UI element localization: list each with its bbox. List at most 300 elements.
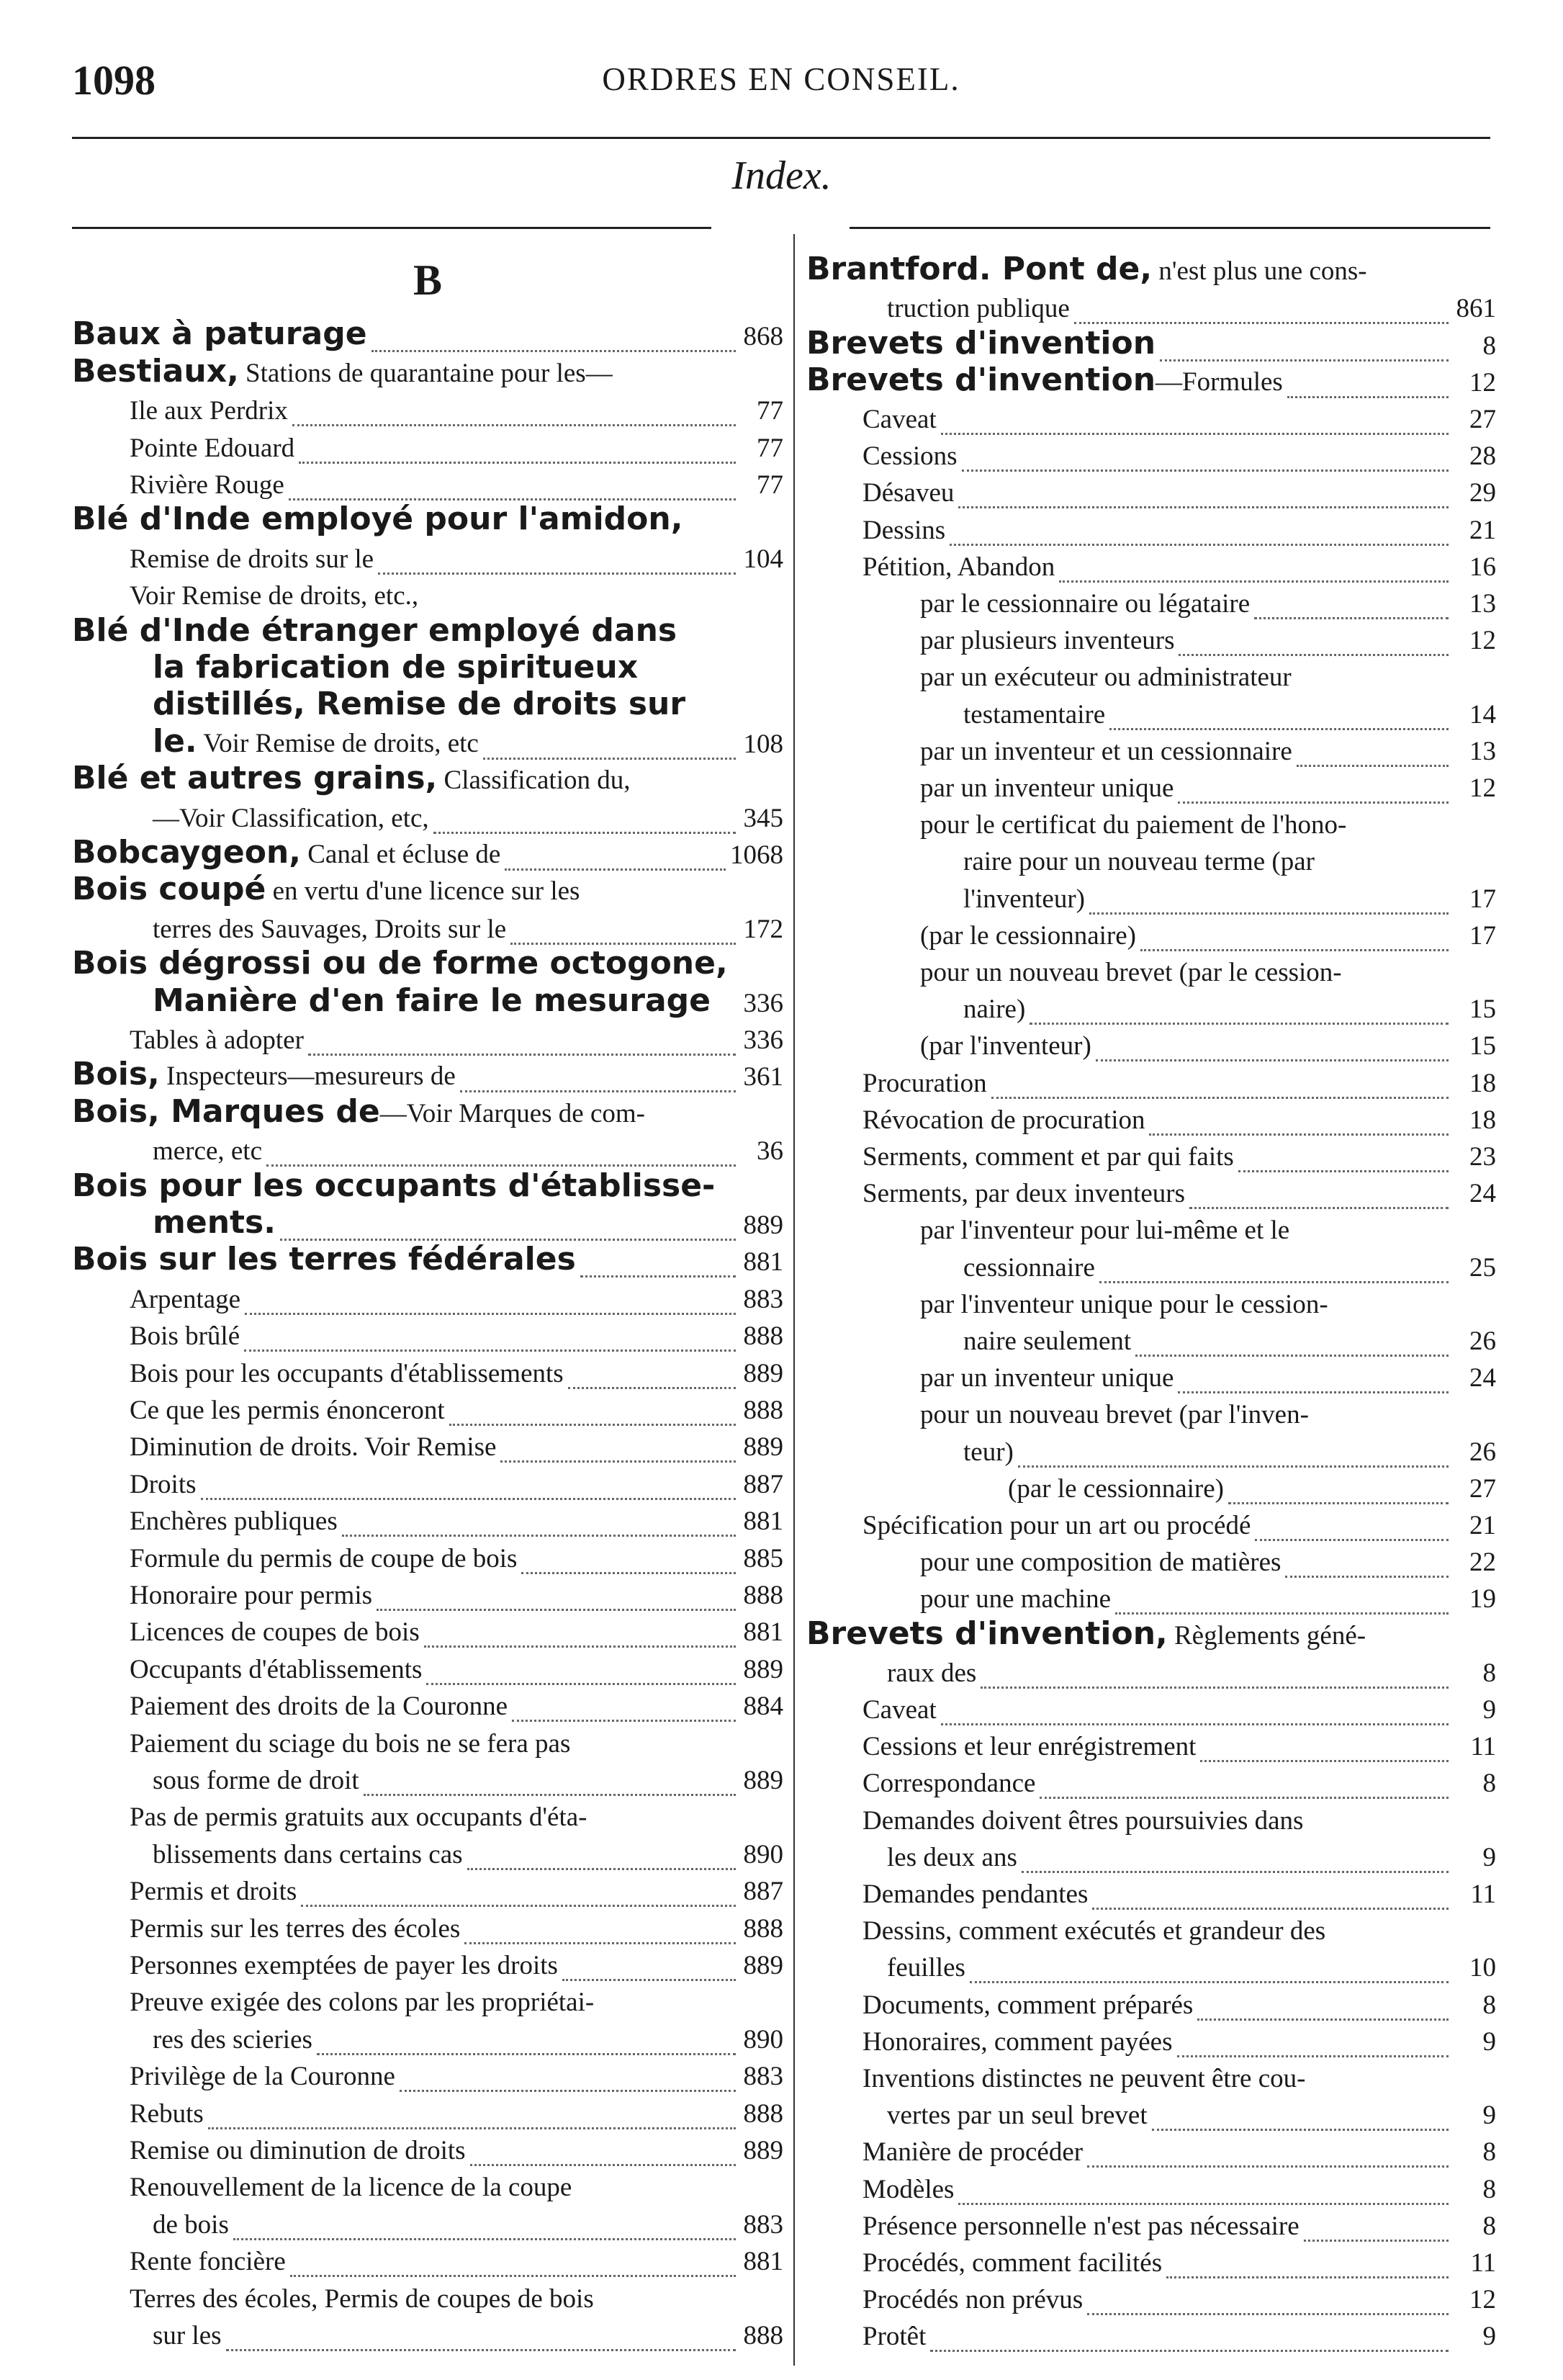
dot-leader — [1285, 1568, 1449, 1579]
index-entry — [806, 1689, 1496, 1725]
dot-leader — [1152, 2121, 1449, 2132]
page-reference: 12 — [1469, 626, 1496, 656]
dot-leader — [464, 1934, 736, 1944]
dot-leader — [1200, 1752, 1449, 1763]
page-reference: 889 — [743, 1432, 783, 1463]
index-entry — [806, 546, 1496, 583]
page-reference: 9 — [1482, 2026, 1496, 2057]
index-entry — [806, 1578, 1496, 1615]
page-reference: 172 — [743, 914, 783, 944]
page-reference: 36 — [757, 1136, 783, 1167]
index-entry — [806, 1983, 1496, 2020]
page-reference: 890 — [743, 2024, 783, 2055]
page-reference: 888 — [743, 2098, 783, 2129]
page-reference: 22 — [1469, 1548, 1496, 1578]
index-entry — [806, 877, 1496, 914]
entry-heading: Blé et autres grains, — [72, 760, 438, 797]
index-entry — [806, 1099, 1496, 1136]
index-entry — [72, 907, 783, 944]
index-entry — [806, 1910, 1496, 1946]
entry-text: Procédés, comment facilités — [862, 2247, 1163, 2278]
page-reference: 861 — [1456, 294, 1496, 324]
index-entry — [806, 1541, 1496, 1578]
dot-leader — [1074, 314, 1449, 325]
index-entry — [806, 583, 1496, 619]
dot-leader — [289, 490, 736, 500]
dot-leader — [732, 974, 742, 982]
index-entry — [72, 1833, 783, 1869]
page-reference: 11 — [1470, 2247, 1496, 2278]
entry-heading: Brevets d'invention — [806, 324, 1156, 362]
index-entry — [72, 1944, 783, 1981]
page-header — [72, 56, 1490, 107]
page-reference: 104 — [743, 544, 783, 574]
entry-text: Preuve exigée des colons par les propriétai- — [130, 1988, 595, 2018]
page-reference: 18 — [1469, 1068, 1496, 1098]
entry-text: par l'inventeur unique pour le cession- — [920, 1289, 1328, 1319]
page-reference: 881 — [743, 1617, 783, 1648]
entry-label — [806, 251, 1367, 287]
index-entry — [72, 390, 783, 426]
dot-leader — [483, 749, 736, 760]
entry-text: sous forme de droit — [153, 1765, 359, 1795]
dot-leader — [467, 1859, 736, 1870]
index-entry — [72, 2018, 783, 2055]
page-reference: 24 — [1469, 1179, 1496, 1209]
index-entry — [806, 1652, 1496, 1689]
dot-leader — [266, 1157, 736, 1167]
dot-leader — [400, 2082, 736, 2093]
page-reference: 15 — [1469, 1031, 1496, 1061]
index-entry — [72, 1204, 783, 1241]
entry-text: Voir Remise de droits, etc., — [130, 581, 419, 611]
entry-heading: Bestiaux, — [72, 352, 239, 390]
dot-leader — [500, 1452, 736, 1463]
entry-label — [72, 500, 683, 537]
page-reference: 888 — [743, 1913, 783, 1944]
page-reference: 13 — [1469, 736, 1496, 766]
entry-text: par un inventeur unique — [920, 1363, 1174, 1393]
entry-text: raire pour un nouveau terme (par — [963, 847, 1315, 877]
page-reference: 12 — [1469, 2285, 1496, 2315]
entry-text: Occupants d'établissements — [130, 1654, 423, 1684]
entry-text: terres des Sauvages, Droits sur le — [153, 914, 507, 944]
entry-text: pour un nouveau brevet (par le cession- — [920, 957, 1342, 987]
entry-text: Paiement du sciage du bois ne se fera pas — [130, 1728, 571, 1759]
index-entry — [72, 1611, 783, 1648]
entry-text: Remise de droits sur le — [130, 544, 374, 574]
entry-text: Personnes exemptées de payer les droits — [130, 1950, 558, 1980]
entry-heading: Bois coupé — [72, 871, 266, 908]
entry-label — [72, 945, 728, 982]
entry-text: par un inventeur et un cessionnaire — [920, 736, 1292, 766]
entry-text: Renouvellement de la licence de la coupe — [130, 2173, 572, 2203]
page-reference: 868 — [743, 322, 783, 352]
page-reference: 883 — [743, 2062, 783, 2092]
index-entry — [806, 2315, 1496, 2352]
dot-leader — [510, 934, 736, 945]
page-reference: 77 — [757, 433, 783, 463]
index-entry — [806, 804, 1496, 840]
section-letter: B — [413, 256, 443, 304]
page-number: 1098 — [72, 57, 156, 104]
dot-leader — [635, 789, 737, 797]
page-reference: 889 — [743, 2135, 783, 2165]
index-entry — [806, 1357, 1496, 1393]
page-reference: 8 — [1482, 2211, 1496, 2241]
dot-leader — [1096, 1051, 1449, 1062]
dot-leader — [687, 529, 736, 538]
index-entry — [72, 315, 783, 352]
entry-text: sur les — [153, 2320, 222, 2350]
entry-heading: Baux à paturage — [72, 315, 367, 353]
entry-label — [806, 325, 1156, 362]
entry-text: Procuration — [862, 1068, 987, 1098]
index-entry — [806, 1504, 1496, 1541]
entry-text: Ile aux Perdrix — [130, 396, 288, 426]
dot-leader — [426, 1674, 736, 1685]
dot-leader — [962, 462, 1449, 472]
index-entry — [72, 871, 783, 907]
entry-label — [72, 1167, 715, 1204]
index-entry — [72, 611, 783, 648]
entry-text: Spécification pour un art ou procédé — [862, 1510, 1251, 1540]
dot-leader — [292, 416, 736, 427]
index-entry — [72, 760, 783, 796]
entry-heading: Blé d'Inde étranger employé dans — [72, 611, 677, 649]
entry-text: Demandes doivent êtres poursuivies dans — [862, 1805, 1304, 1836]
dot-leader — [970, 1973, 1449, 1984]
page-reference: 27 — [1469, 1473, 1496, 1504]
entry-text: Inventions distinctes ne peuvent être cou- — [862, 2063, 1306, 2093]
dot-leader — [584, 899, 736, 908]
index-entry — [72, 2240, 783, 2277]
index-entry — [72, 2055, 783, 2092]
index-entry — [806, 1725, 1496, 1762]
dot-leader — [233, 2229, 736, 2240]
dot-leader — [719, 1195, 736, 1204]
index-entry — [72, 1907, 783, 1944]
dot-leader — [521, 1563, 736, 1574]
entry-text: par plusieurs inventeurs — [920, 626, 1175, 656]
index-entry — [72, 1130, 783, 1167]
entry-heading: Blé d'Inde employé pour l'amidon, — [72, 500, 683, 538]
index-entry — [806, 1762, 1496, 1799]
entry-heading: Manière d'en faire le mesurage — [153, 982, 711, 1019]
page-reference: 889 — [743, 1765, 783, 1795]
index-entry — [806, 1615, 1496, 1651]
index-entry — [72, 1389, 783, 1426]
entry-text: Privilège de la Couronne — [130, 2062, 395, 2092]
dot-leader — [371, 342, 736, 353]
entry-text: Honoraire pour permis — [130, 1580, 373, 1610]
dot-leader — [1228, 1494, 1449, 1504]
dot-leader — [1178, 1383, 1449, 1394]
dot-leader — [424, 1638, 736, 1648]
index-entry — [72, 1092, 783, 1129]
entry-heading: le. — [153, 722, 197, 760]
page-reference: 888 — [743, 1580, 783, 1610]
dot-leader — [568, 1378, 736, 1389]
entry-heading: Bobcaygeon, — [72, 833, 301, 871]
entry-text: naire) — [963, 994, 1026, 1025]
entry-text: Serments, par deux inventeurs — [862, 1179, 1185, 1209]
page-reference: 888 — [743, 1321, 783, 1352]
dot-leader — [1330, 1939, 1449, 1947]
page-reference: 887 — [743, 1877, 783, 1907]
entry-text: Caveat — [862, 404, 937, 434]
entry-text: Cessions — [862, 441, 958, 472]
index-entry — [72, 1056, 783, 1092]
entry-text: Enchères publiques — [130, 1506, 338, 1537]
index-entry — [806, 1873, 1496, 1910]
index-entry — [72, 1352, 783, 1388]
dot-leader — [1160, 351, 1449, 362]
page-reference: 884 — [743, 1692, 783, 1722]
index-entry — [72, 1426, 783, 1463]
entry-label — [806, 1615, 1366, 1652]
dot-leader — [1149, 1125, 1449, 1136]
index-entry — [72, 1167, 783, 1203]
page-reference: 108 — [743, 729, 783, 759]
dot-leader — [562, 1970, 736, 1981]
entry-detail: en vertu d'une licence sur les — [266, 876, 580, 907]
index-entry — [72, 686, 783, 722]
entry-label — [72, 315, 367, 352]
index-entry — [72, 1759, 783, 1796]
page-reference: 77 — [757, 470, 783, 500]
index-entry — [72, 537, 783, 574]
dot-leader — [950, 535, 1449, 546]
running-title: ORDRES EN CONSEIL. — [602, 61, 960, 97]
page-reference: 27 — [1469, 404, 1496, 434]
entry-detail: Canal et écluse de — [300, 839, 501, 869]
page-reference: 336 — [743, 1025, 783, 1055]
dot-leader — [470, 2155, 736, 2166]
entry-text: Correspondance — [862, 1769, 1036, 1799]
dot-leader — [433, 823, 736, 834]
entry-detail: Stations de quarantaine pour les— — [238, 358, 613, 388]
entry-text: Formule du permis de coupe de bois — [130, 1543, 518, 1573]
dot-leader — [958, 2194, 1449, 2205]
left-section-rule — [72, 227, 711, 229]
dot-leader — [505, 860, 726, 871]
dot-leader — [364, 1785, 736, 1796]
index-entry — [806, 840, 1496, 877]
entry-text: pour un nouveau brevet (par l'inven- — [920, 1400, 1309, 1430]
dot-leader — [317, 2044, 736, 2055]
dot-leader — [1140, 940, 1449, 951]
page-reference: 885 — [743, 1543, 783, 1573]
page-reference: 29 — [1469, 478, 1496, 508]
entry-text: Ce que les permis énonceront — [130, 1395, 445, 1425]
index-entry — [806, 1209, 1496, 1246]
entry-detail: Inspecteurs—mesureurs de — [159, 1061, 456, 1092]
entry-text: par l'inventeur pour lui-même et le — [920, 1216, 1290, 1246]
entry-text: res des scieries — [153, 2024, 312, 2055]
entry-text: truction publique — [887, 294, 1070, 324]
entry-text: Demandes pendantes — [862, 1879, 1089, 1909]
entry-label — [72, 612, 677, 649]
header-rule — [72, 137, 1490, 139]
index-entry — [72, 1315, 783, 1352]
entry-text: Permis sur les terres des écoles — [130, 1913, 461, 1944]
entry-text: l'inventeur) — [963, 884, 1085, 914]
index-entry — [806, 472, 1496, 508]
index-entry — [72, 722, 783, 759]
entry-text: (par le cessionnaire) — [920, 920, 1136, 951]
entry-text: Pointe Edouard — [130, 433, 295, 463]
page-reference: 889 — [743, 1654, 783, 1684]
index-entry — [806, 2057, 1496, 2094]
page-reference: 17 — [1469, 884, 1496, 914]
index-entry — [72, 1574, 783, 1611]
index-entry — [72, 464, 783, 500]
entry-text: pour une composition de matières — [920, 1548, 1282, 1578]
index-entry — [72, 500, 783, 537]
entry-text: Rente foncière — [130, 2247, 286, 2277]
page-reference: 887 — [743, 1469, 783, 1499]
dot-leader — [1333, 1311, 1449, 1320]
index-entry — [72, 1500, 783, 1537]
dot-leader — [1313, 1422, 1449, 1431]
index-entry — [806, 1283, 1496, 1320]
entry-text: merce, etc — [153, 1136, 262, 1167]
index-entry — [806, 1320, 1496, 1357]
dot-leader — [1092, 1899, 1449, 1910]
dot-leader — [1087, 2305, 1449, 2316]
dot-leader — [308, 1045, 736, 1056]
index-entry — [806, 1025, 1496, 1061]
dot-leader — [377, 1600, 736, 1611]
entry-text: Bois brûlé — [130, 1321, 240, 1352]
entry-text: Tables à adopter — [130, 1025, 304, 1055]
index-entry — [806, 1172, 1496, 1209]
index-entry — [806, 2131, 1496, 2168]
dot-leader — [512, 1712, 736, 1723]
entry-heading: Bois pour les occupants d'établisse- — [72, 1167, 716, 1204]
index-entry — [72, 1796, 783, 1833]
entry-text: Dessins — [862, 515, 946, 545]
entry-text: Serments, comment et par qui faits — [862, 1141, 1234, 1172]
index-entry — [72, 649, 783, 686]
dot-leader — [208, 2119, 736, 2129]
entry-text: vertes par un seul brevet — [887, 2101, 1148, 2131]
index-entry — [806, 1799, 1496, 1836]
dot-leader — [576, 2195, 736, 2204]
dot-leader — [1370, 1643, 1449, 1652]
index-entry — [72, 575, 783, 611]
index-entry — [72, 1981, 783, 2018]
entry-label — [153, 686, 685, 722]
entry-text: par un exécuteur ou administrateur — [920, 663, 1292, 693]
index-entry — [72, 2277, 783, 2314]
page-reference: 9 — [1482, 1842, 1496, 1872]
dot-leader — [642, 677, 736, 686]
page-reference: 889 — [743, 1358, 783, 1388]
entry-text: par le cessionnaire ou légataire — [920, 588, 1251, 619]
index-entry — [806, 1393, 1496, 1430]
entry-heading: Bois sur les terres fédérales — [72, 1241, 576, 1278]
page-reference: 13 — [1469, 588, 1496, 619]
page-reference: 18 — [1469, 1105, 1496, 1135]
entry-heading: Bois, Marques de — [72, 1092, 380, 1130]
page-reference: 16 — [1469, 552, 1496, 582]
dot-leader — [1087, 2157, 1449, 2168]
entry-detail: n'est plus une cons- — [1152, 256, 1367, 287]
entry-label — [72, 871, 580, 907]
entry-text: testamentaire — [963, 699, 1106, 729]
entry-detail: Voir Remise de droits, etc — [197, 728, 479, 758]
dot-leader — [958, 498, 1449, 509]
dot-leader — [342, 1527, 736, 1537]
page-reference: 23 — [1469, 1141, 1496, 1172]
entry-text: Remise ou diminution de droits — [130, 2135, 466, 2165]
index-entry — [806, 1136, 1496, 1172]
entry-text: Modèles — [862, 2174, 955, 2204]
dot-leader — [1307, 1828, 1449, 1836]
page-reference: 8 — [1482, 1990, 1496, 2020]
dot-leader — [299, 453, 736, 464]
entry-text: par un inventeur unique — [920, 773, 1174, 803]
page-reference: 361 — [743, 1062, 783, 1092]
index-subtitle: Index. — [731, 153, 832, 198]
page-reference: 12 — [1469, 367, 1496, 398]
index-entry — [806, 362, 1496, 398]
entry-text: Documents, comment préparés — [862, 1990, 1194, 2020]
page-reference: 14 — [1469, 699, 1496, 729]
entry-heading: Brantford. Pont de, — [806, 251, 1153, 288]
entry-text: Protêt — [862, 2322, 927, 2352]
index-entry — [806, 730, 1496, 767]
entry-text: Présence personnelle n'est pas nécessaire — [862, 2211, 1300, 2241]
dot-leader — [1099, 1272, 1449, 1283]
dot-leader — [930, 2342, 1449, 2353]
dot-leader — [617, 381, 736, 390]
index-entry — [72, 796, 783, 833]
dot-leader — [226, 2340, 736, 2351]
index-entry — [806, 2205, 1496, 2242]
page-reference: 25 — [1469, 1252, 1496, 1283]
entry-text: Révocation de procuration — [862, 1105, 1145, 1135]
index-entry — [72, 1870, 783, 1907]
page-reference: 24 — [1469, 1363, 1496, 1393]
page-reference: 11 — [1470, 1879, 1496, 1909]
page-reference: 19 — [1469, 1584, 1496, 1615]
page-reference: 21 — [1469, 515, 1496, 545]
entry-heading: Bois dégrossi ou de forme octogone, — [72, 945, 728, 982]
entry-text: Pétition, Abandon — [862, 552, 1055, 582]
index-entry — [806, 287, 1496, 324]
dot-leader — [1287, 387, 1449, 398]
page-reference: 888 — [743, 1395, 783, 1425]
dot-leader — [598, 2010, 736, 2018]
entry-label — [153, 723, 479, 760]
page-reference: 9 — [1482, 2322, 1496, 2352]
page-reference: 26 — [1469, 1326, 1496, 1356]
entry-text: raux des — [887, 1658, 977, 1688]
page-reference: 17 — [1469, 920, 1496, 951]
index-entry — [806, 951, 1496, 988]
entry-text: blissements dans certains cas — [153, 1839, 463, 1869]
right-section-rule — [850, 227, 1490, 229]
index-entry — [806, 2168, 1496, 2204]
index-entry — [806, 656, 1496, 693]
entry-text: Cessions et leur enrégistrement — [862, 1732, 1197, 1762]
dot-leader — [1179, 646, 1449, 657]
index-entry — [806, 1430, 1496, 1467]
entry-text: Désaveu — [862, 478, 955, 508]
